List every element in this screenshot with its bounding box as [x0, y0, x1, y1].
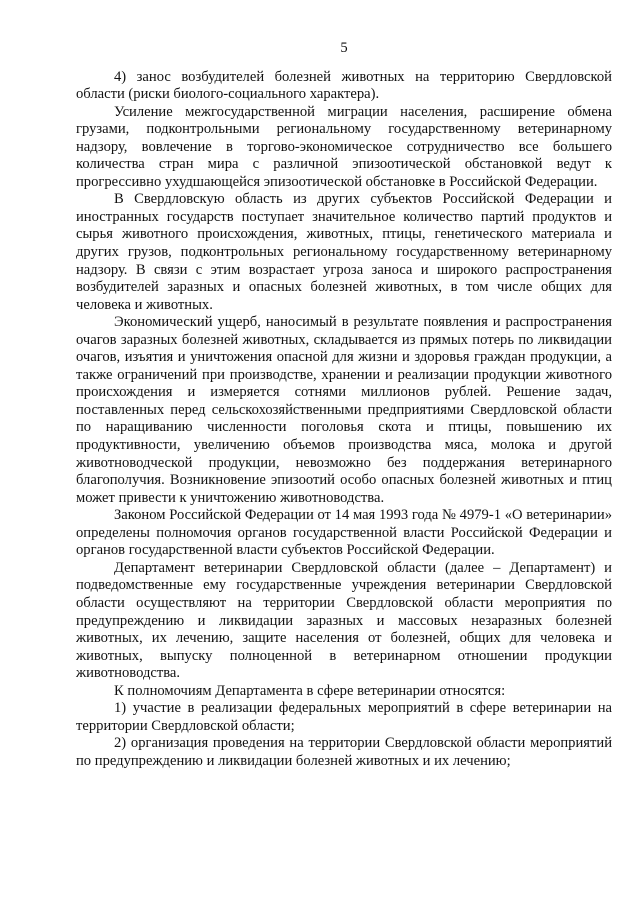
document-page — [76, 40, 612, 770]
paragraph-6: Департамент ветеринарии Свердловской области (далее – Департамент) и подведомственные ему государственные учреждения ветеринарии Свердловской области осуществляют на территории Свердловской области мероприятия по предупреждению и ликвидации заразных и массовых незаразных болезней животных, их лечению, защите населения от болезней, общих для человека и животных, выпуску полноценной в ветеринарном отношении продукции животноводства. — [76, 559, 612, 682]
paragraph-4: Экономический ущерб, наносимый в результате появления и распространения очагов заразных болезней животных, складывается из прямых потерь по ликвидации очагов, изъятия и уничтожения опасной для жизни и здоровья граждан продукции, а также ограничений при производстве, хранении и реализации продукции животного происхождения и измеряется сотнями миллионов рублей. Решение задач, поставленных перед сельскохозяйственными предприятиями Свердловской области по наращиванию численности поголовья скота и птицы, повышению их продуктивности, увеличению объемов производства мяса, молока и другой животноводческой продукции, невозможно без поддержания ветеринарного благополучия. Возникновение эпизоотий особо опасных болезней животных и птиц может привести к уничтожению животноводства. — [76, 314, 612, 506]
page-number: 5 — [340, 40, 348, 56]
paragraph-3: В Свердловскую область из других субъектов Российской Федерации и иностранных государств поступает значительное количество партий продуктов и сырья животного происхождения, животных, птицы, генетического материала и других грузов, подконтрольных региональному государственному ветеринарному надзору. В связи с этим возрастает угроза заноса и широкого распространения возбудителей заразных и опасных болезней животных, в том числе общих для человека и животных. — [76, 191, 612, 313]
paragraph-8: 1) участие в реализации федеральных мероприятий в сфере ветеринарии на территории Свердловской области; — [76, 700, 612, 734]
paragraph-2: Усиление межгосударственной миграции населения, расширение обмена грузами, подконтрольными региональному государственному ветеринарному надзору, вовлечение в торгово-экономическое сотрудничество все большего количества стран мира с различной эпизоотической обстановкой ведут к прогрессивно ухудшающейся эпизоотической обстановке в Российской Федерации. — [76, 103, 612, 190]
paragraph-5: Законом Российской Федерации от 14 мая 1993 года № 4979-1 «О ветеринарии» определены полномочия органов государственной власти Российской Федерации и органов государственной власти субъектов Российской Федерации. — [76, 507, 612, 559]
paragraph-7: К полномочиям Департамента в сфере ветеринарии относятся: — [114, 682, 506, 699]
paragraph-9: 2) организация проведения на территории Свердловской области мероприятий по предупреждению и ликвидации болезней животных и их лечению; — [76, 735, 612, 769]
paragraph-1: 4) занос возбудителей болезней животных на территорию Свердловской области (риски биолого-социального характера). — [76, 68, 612, 103]
